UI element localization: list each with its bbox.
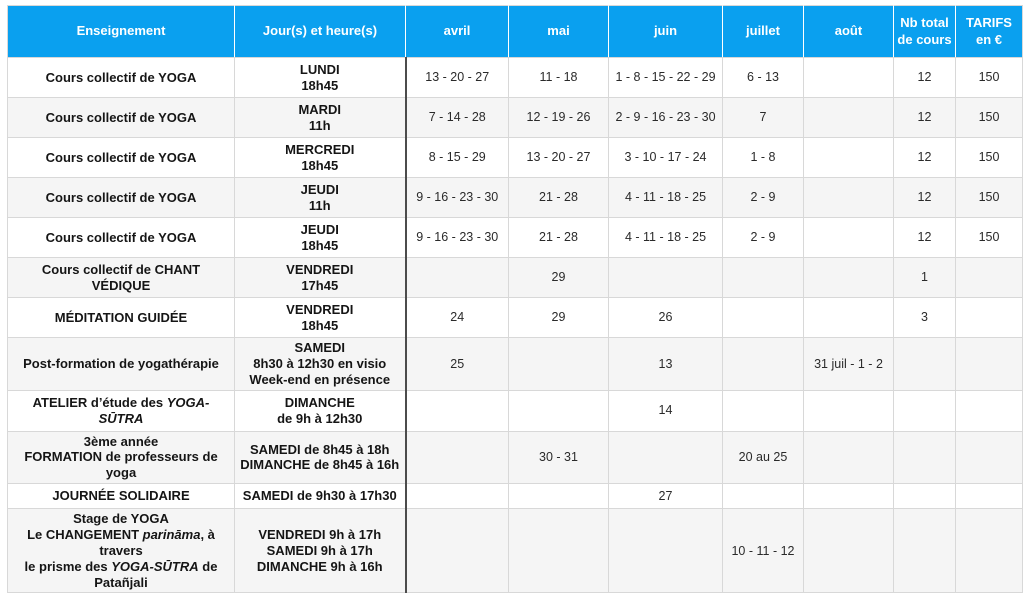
total-courses-cell: 12 [894, 138, 956, 178]
table-row [8, 178, 1023, 218]
schedule-cell: DIMANCHE de 9h à 12h30 [235, 390, 406, 431]
course-name-cell: Cours collectif de CHANT VÉDIQUE [8, 258, 235, 298]
month-cell-juin: 13 [609, 338, 723, 391]
course-name-cell: Post-formation de yogathérapie [8, 338, 235, 391]
schedule-cell: VENDREDI 9h à 17h SAMEDI 9h à 17h DIMANCHE 9h à 16h [235, 509, 406, 593]
table-row [8, 298, 1023, 338]
month-cell-aout [804, 509, 894, 593]
tarif-cell: 150 [956, 218, 1023, 258]
month-cell-mai: 12 - 19 - 26 [509, 98, 609, 138]
month-cell-mai: 29 [509, 258, 609, 298]
total-courses-cell [894, 390, 956, 431]
table-row [8, 258, 1023, 298]
month-cell-juin [609, 509, 723, 593]
month-cell-aout [804, 98, 894, 138]
month-cell-juillet: 2 - 9 [723, 178, 804, 218]
month-cell-avril: 9 - 16 - 23 - 30 [406, 178, 509, 218]
column-header-avril: avril [406, 6, 509, 58]
month-cell-juin [609, 258, 723, 298]
table-row [8, 218, 1023, 258]
month-cell-aout [804, 178, 894, 218]
month-cell-aout [804, 218, 894, 258]
schedule-cell: SAMEDI de 9h30 à 17h30 [235, 484, 406, 509]
month-cell-avril: 8 - 15 - 29 [406, 138, 509, 178]
schedule-cell: MERCREDI 18h45 [235, 138, 406, 178]
month-cell-aout [804, 431, 894, 484]
table-row [8, 338, 1023, 391]
month-cell-aout: 31 juil - 1 - 2 [804, 338, 894, 391]
table-row [8, 58, 1023, 98]
month-cell-juin [609, 431, 723, 484]
schedule-table-container [7, 5, 1022, 593]
month-cell-avril [406, 509, 509, 593]
month-cell-juillet: 2 - 9 [723, 218, 804, 258]
month-cell-juillet [723, 390, 804, 431]
month-cell-aout [804, 258, 894, 298]
month-cell-aout [804, 390, 894, 431]
schedule-cell: LUNDI 18h45 [235, 58, 406, 98]
month-cell-avril [406, 258, 509, 298]
month-cell-mai: 21 - 28 [509, 218, 609, 258]
total-courses-cell [894, 338, 956, 391]
total-courses-cell: 12 [894, 58, 956, 98]
month-cell-juin: 14 [609, 390, 723, 431]
total-courses-cell: 12 [894, 218, 956, 258]
month-cell-avril: 13 - 20 - 27 [406, 58, 509, 98]
month-cell-avril: 25 [406, 338, 509, 391]
month-cell-mai [509, 390, 609, 431]
tarif-cell [956, 390, 1023, 431]
tarif-cell: 150 [956, 138, 1023, 178]
course-name-cell: Cours collectif de YOGA [8, 218, 235, 258]
month-cell-aout [804, 58, 894, 98]
column-header-schedule: Jour(s) et heure(s) [235, 6, 406, 58]
course-name-cell: ATELIER d’étude des YOGA-SŪTRA [8, 390, 235, 431]
month-cell-avril: 9 - 16 - 23 - 30 [406, 218, 509, 258]
month-cell-avril [406, 390, 509, 431]
month-cell-avril: 24 [406, 298, 509, 338]
month-cell-aout [804, 138, 894, 178]
month-cell-juin: 4 - 11 - 18 - 25 [609, 218, 723, 258]
month-cell-mai: 13 - 20 - 27 [509, 138, 609, 178]
column-header-tarif: TARIFS en € [956, 6, 1023, 58]
table-row [8, 98, 1023, 138]
month-cell-avril: 7 - 14 - 28 [406, 98, 509, 138]
month-cell-juillet [723, 338, 804, 391]
month-cell-juillet: 1 - 8 [723, 138, 804, 178]
total-courses-cell [894, 431, 956, 484]
column-header-juillet: juillet [723, 6, 804, 58]
schedule-cell: SAMEDI de 8h45 à 18h DIMANCHE de 8h45 à 16h [235, 431, 406, 484]
course-name-cell: Cours collectif de YOGA [8, 98, 235, 138]
table-row [8, 390, 1023, 431]
course-name-cell: 3ème année FORMATION de professeurs de yoga [8, 431, 235, 484]
month-cell-juin: 1 - 8 - 15 - 22 - 29 [609, 58, 723, 98]
month-cell-mai [509, 338, 609, 391]
month-cell-mai: 21 - 28 [509, 178, 609, 218]
course-name-cell: JOURNÉE SOLIDAIRE [8, 484, 235, 509]
course-name-cell: Stage de YOGA Le CHANGEMENT parināma, à travers le prisme des YOGA-SŪTRA de Patañjali [8, 509, 235, 593]
total-courses-cell: 12 [894, 178, 956, 218]
schedule-cell: SAMEDI 8h30 à 12h30 en visio Week-end en présence [235, 338, 406, 391]
schedule-table-body [8, 58, 1023, 593]
month-cell-mai [509, 484, 609, 509]
tarif-cell [956, 431, 1023, 484]
total-courses-cell [894, 509, 956, 593]
course-name-cell: Cours collectif de YOGA [8, 58, 235, 98]
table-row [8, 138, 1023, 178]
month-cell-juin: 2 - 9 - 16 - 23 - 30 [609, 98, 723, 138]
course-name-cell: Cours collectif de YOGA [8, 178, 235, 218]
table-row [8, 484, 1023, 509]
tarif-cell [956, 258, 1023, 298]
tarif-cell [956, 484, 1023, 509]
total-courses-cell: 12 [894, 98, 956, 138]
month-cell-aout [804, 298, 894, 338]
month-cell-mai [509, 509, 609, 593]
column-header-enseignement: Enseignement [8, 6, 235, 58]
column-header-aout: août [804, 6, 894, 58]
course-name-cell: MÉDITATION GUIDÉE [8, 298, 235, 338]
tarif-cell: 150 [956, 98, 1023, 138]
table-row [8, 431, 1023, 484]
course-name-cell: Cours collectif de YOGA [8, 138, 235, 178]
total-courses-cell [894, 484, 956, 509]
month-cell-avril [406, 431, 509, 484]
course-schedule-table [7, 5, 1023, 593]
schedule-cell: MARDI 11h [235, 98, 406, 138]
month-cell-juin: 27 [609, 484, 723, 509]
tarif-cell [956, 298, 1023, 338]
tarif-cell [956, 509, 1023, 593]
month-cell-mai: 29 [509, 298, 609, 338]
column-header-mai: mai [509, 6, 609, 58]
tarif-cell: 150 [956, 58, 1023, 98]
month-cell-juin: 26 [609, 298, 723, 338]
month-cell-juillet: 7 [723, 98, 804, 138]
total-courses-cell: 1 [894, 258, 956, 298]
month-cell-juillet [723, 298, 804, 338]
tarif-cell [956, 338, 1023, 391]
month-cell-mai: 11 - 18 [509, 58, 609, 98]
month-cell-juin: 3 - 10 - 17 - 24 [609, 138, 723, 178]
month-cell-juillet [723, 484, 804, 509]
month-cell-juillet: 10 - 11 - 12 [723, 509, 804, 593]
month-cell-juin: 4 - 11 - 18 - 25 [609, 178, 723, 218]
tarif-cell: 150 [956, 178, 1023, 218]
header-row [8, 6, 1023, 58]
column-header-total: Nb total de cours [894, 6, 956, 58]
schedule-cell: JEUDI 11h [235, 178, 406, 218]
month-cell-mai: 30 - 31 [509, 431, 609, 484]
total-courses-cell: 3 [894, 298, 956, 338]
column-header-juin: juin [609, 6, 723, 58]
schedule-cell: VENDREDI 18h45 [235, 298, 406, 338]
month-cell-avril [406, 484, 509, 509]
month-cell-juillet: 20 au 25 [723, 431, 804, 484]
schedule-cell: JEUDI 18h45 [235, 218, 406, 258]
month-cell-juillet [723, 258, 804, 298]
table-row [8, 509, 1023, 593]
month-cell-juillet: 6 - 13 [723, 58, 804, 98]
month-cell-aout [804, 484, 894, 509]
schedule-cell: VENDREDI 17h45 [235, 258, 406, 298]
